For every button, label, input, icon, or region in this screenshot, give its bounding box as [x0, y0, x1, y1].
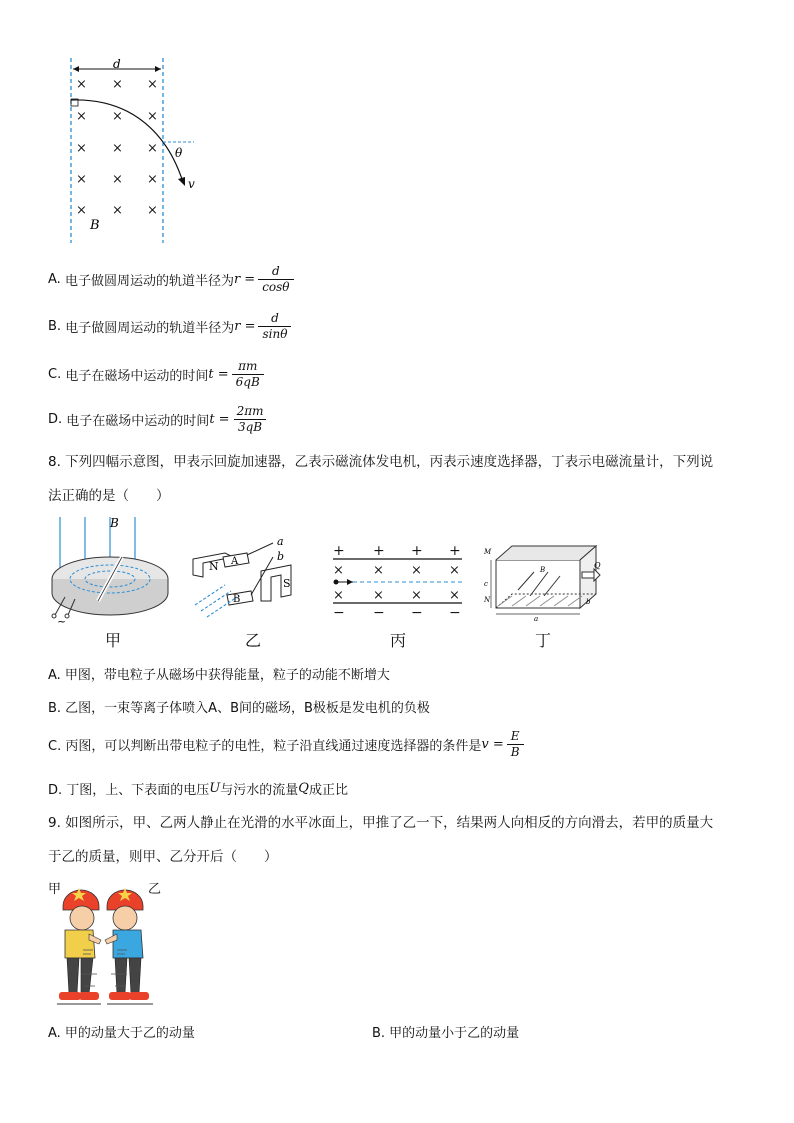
symbol-U: U [209, 781, 221, 796]
svg-text:×: × [112, 141, 123, 156]
option-letter: A. [48, 272, 61, 287]
svg-text:~: ~ [57, 615, 67, 625]
symbol-Q: Q [298, 781, 309, 796]
label-jia: 甲 [48, 882, 62, 897]
fraction: $\frac{2\pi m}{3qB}$ [233, 404, 268, 435]
label-d: d [113, 58, 121, 71]
formula-lhs: t = [208, 367, 229, 382]
svg-text:×: × [112, 77, 123, 92]
svg-text:×: × [76, 141, 87, 156]
label-theta: θ [175, 146, 183, 160]
label-plate-B: B [233, 594, 241, 605]
label-N: N [209, 560, 219, 573]
q8-stem-line2: 法正确的是（ ） [48, 488, 170, 504]
fraction: $\frac{d}{\cos\theta}$ [258, 264, 293, 295]
formula-lhs: r = [234, 319, 256, 334]
option-text: 与污水的流量 [220, 783, 299, 798]
label-M: M [484, 548, 492, 556]
svg-text:×: × [112, 172, 123, 187]
svg-text:−: − [333, 605, 345, 620]
label-B: B [110, 516, 119, 530]
svg-text:×: × [76, 77, 87, 92]
caption-yi: 乙 [245, 631, 262, 650]
option-letter: C. [48, 367, 62, 382]
option-text: 成正比 [308, 783, 348, 798]
fraction: $\frac{\pi m}{6qB}$ [232, 359, 264, 390]
q9-option-b[interactable]: B. 甲的动量小于乙的动量 [372, 1026, 520, 1041]
field-crosses [76, 77, 158, 218]
q8-option-b[interactable]: B. 乙图，一束等离子体喷入A、B间的磁场，B极板是发电机的负极 [48, 701, 430, 716]
label-yi: 乙 [148, 882, 162, 897]
svg-text:×: × [147, 172, 158, 187]
svg-text:+: + [333, 543, 345, 559]
q7-option-c[interactable] [48, 359, 264, 390]
label-c: c [484, 580, 488, 588]
formula-lhs: v = [481, 737, 504, 752]
flow-meter-figure [478, 540, 608, 622]
svg-text:×: × [112, 203, 123, 218]
svg-text:×: × [373, 588, 384, 603]
svg-text:+: + [411, 543, 423, 559]
label-flow-B: B [540, 566, 546, 574]
svg-text:×: × [373, 563, 384, 578]
svg-text:×: × [147, 77, 158, 92]
q8-option-a[interactable]: A. 甲图，带电粒子从磁场中获得能量，粒子的动能不断增大 [48, 668, 390, 683]
q8-option-c[interactable] [48, 729, 524, 760]
fraction: $\frac{E}{B}$ [507, 729, 524, 760]
svg-text:×: × [112, 109, 123, 124]
svg-text:+: + [373, 543, 385, 559]
q9-stem-line2: 于乙的质量，则甲、乙分开后（ ） [48, 849, 278, 865]
option-text: D. 丁图，上、下表面的电压 [48, 783, 210, 798]
svg-text:×: × [147, 109, 158, 124]
svg-text:×: × [147, 141, 158, 156]
label-B: B [90, 218, 100, 233]
svg-text:−: − [449, 605, 461, 620]
label-a-dim: a [534, 615, 539, 622]
label-b-dim: b [586, 598, 591, 606]
option-text: 电子做圆周运动的轨道半径为 [64, 274, 234, 289]
magnetic-field-figure [60, 58, 220, 248]
svg-text:×: × [449, 563, 460, 578]
label-v: v [188, 177, 195, 191]
svg-text:×: × [76, 203, 87, 218]
svg-text:+: + [449, 543, 461, 559]
q7-option-b[interactable] [48, 311, 291, 342]
svg-text:×: × [333, 588, 344, 603]
option-text: 电子在磁场中运动的时间 [65, 369, 209, 384]
svg-text:×: × [147, 203, 158, 218]
label-b: b [277, 550, 285, 563]
q7-option-a[interactable] [48, 264, 294, 295]
label-Q: Q [594, 561, 601, 570]
svg-text:×: × [76, 109, 87, 124]
caption-jia: 甲 [105, 631, 122, 650]
label-S: S [283, 577, 291, 590]
q9-stem-line1: 9. 如图所示，甲、乙两人静止在光滑的水平冰面上，甲推了乙一下，结果两人向相反的方向滑去，若甲的质量大 [48, 815, 714, 831]
option-text: 电子做圆周运动的轨道半径为 [65, 321, 235, 336]
svg-text:×: × [411, 588, 422, 603]
q8-stem-line1: 8. 下列四幅示意图，甲表示回旋加速器，乙表示磁流体发电机，丙表示速度选择器，丁表示电磁流量计，下列说 [48, 454, 714, 470]
svg-text:×: × [333, 563, 344, 578]
electron-trajectory [71, 100, 183, 182]
label-a: a [277, 535, 284, 548]
svg-text:×: × [449, 588, 460, 603]
caption-bing: 丙 [390, 631, 407, 650]
formula-lhs: t = [209, 412, 230, 427]
q8-option-d[interactable] [48, 779, 348, 798]
svg-text:×: × [76, 172, 87, 187]
q9-option-a[interactable]: A. 甲的动量大于乙的动量 [48, 1026, 195, 1041]
option-text: 电子在磁场中运动的时间 [66, 414, 210, 429]
mhd-generator-figure [185, 535, 320, 620]
option-letter: D. [48, 412, 63, 427]
q7-option-d[interactable] [48, 404, 267, 435]
svg-text:−: − [373, 605, 385, 620]
formula-lhs: r = [233, 272, 256, 287]
option-letter: B. [48, 319, 62, 334]
svg-text:×: × [411, 563, 422, 578]
label-plate-A: A [231, 556, 239, 567]
caption-ding: 丁 [535, 631, 552, 650]
option-text: C. 丙图，可以判断出带电粒子的电性，粒子沿直线通过速度选择器的条件是 [48, 739, 482, 754]
skaters-figure [45, 878, 165, 1013]
velocity-selector-figure [328, 540, 468, 620]
svg-text:−: − [411, 605, 423, 620]
label-N-bottom: N [484, 596, 491, 604]
cyclotron-figure [40, 515, 180, 625]
fraction: $\frac{d}{\sin\theta}$ [258, 311, 291, 342]
